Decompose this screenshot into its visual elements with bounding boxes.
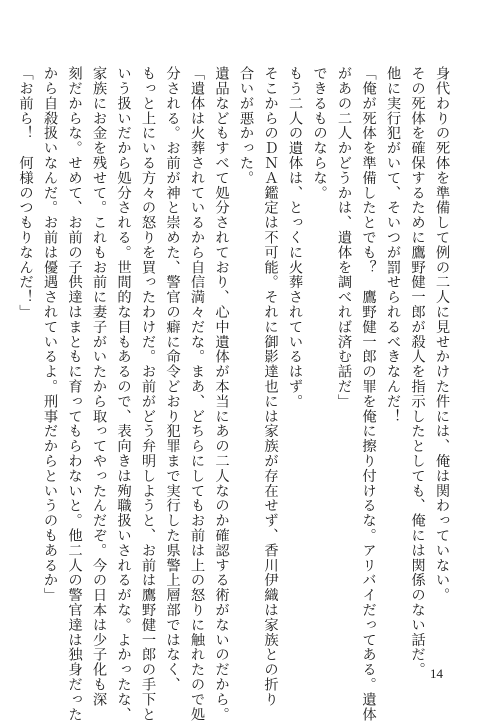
text-line: できるものならな。 [311,66,328,201]
text-line: 刻だからな。せめて、お前の子供達はまともに育ってもらわないと。他二人の警官達は独身だった [66,66,83,722]
text-line: その死体を確保するために鷹野健一郎が殺人を指示したとしても、俺には関係のない話だ。 [409,66,426,677]
text-line: 「俺が死体を準備したとでも？ 鷹野健一郎の罪を俺に擦り付けるな。アリバイだってある。遺体 [360,66,377,722]
text-line: いう扱いだから処分される。世間的な目もあるので、表向きは殉職扱いされるがな。よかったな、 [115,66,132,722]
text-line: そこからのＤＮＡ鑑定は不可能。それに御影達也には家族が存在せず、香川伊織は家族との折り [262,66,279,707]
text-line: 身代わりの死体を準備して例の二人に見せかけた件には、俺は関わっていない。 [434,66,450,603]
text-line: から自殺扱いなんだ。お前は優遇されているよ。刑事だからというのもあるか」 [42,66,58,603]
text-line: 他に実行犯がいて、そいつが罰せられるべきなんだ！ [385,66,401,424]
text-line: 合いが悪かった。 [238,66,254,186]
text-line: があの二人かどうかは、遺体を調べれば済む話だ」 [336,66,352,409]
text-line: 分される。お前が神と崇めた、警官の癖に命令どおり犯罪まで実行した県警上層部ではなく、 [164,66,181,692]
text-line: 家族にお金を残せて。これもお前に妻子がいたから取ってやったんだぞ。今の日本は少子化も深 [91,66,107,707]
text-line: もっと上にいる方々の怒りを買ったわけだ。お前がどう弁明しようと、お前は鷹野健一郎の手下と [140,66,156,722]
page-number: 14 [430,666,443,681]
text-line: 「遺体は火葬されているから自信満々だな。まあ、どちらにしてもお前は上の怒りに触れたので処 [189,66,205,722]
text-line: 「お前ら！ 何様のつもりなんだ！」 [17,66,34,320]
text-line: もう二人の遺体は、とっくに火葬されているはず。 [287,66,303,409]
text-line: 遺品などもすべて処分されており、心中遺体が本当にあの二人なのか確認する術がないのだから。 [213,66,230,722]
